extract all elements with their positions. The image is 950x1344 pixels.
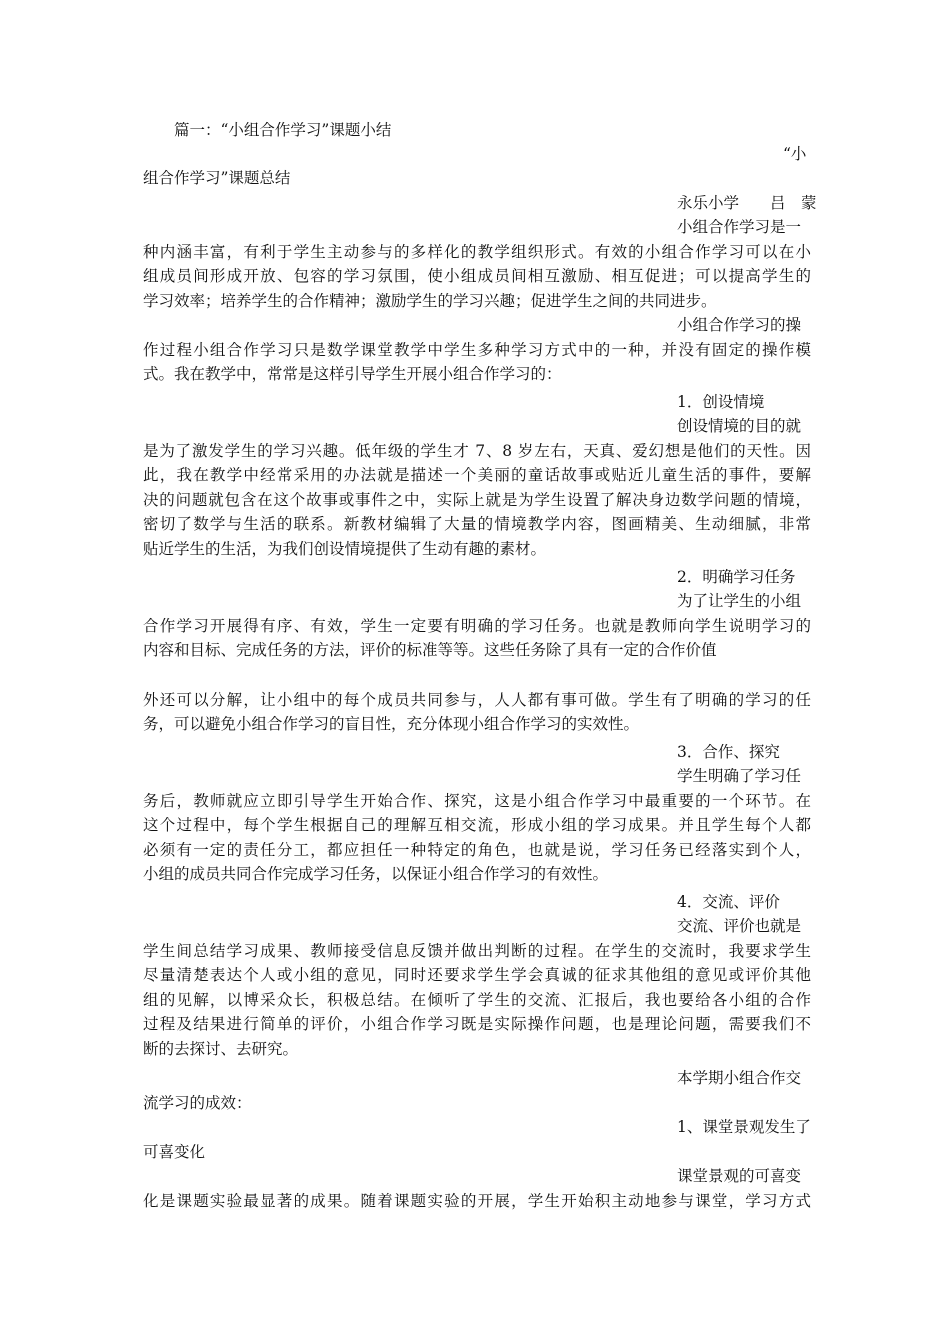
- section-3-line: 必须有一定的责任分工，都应担任一种特定的角色，也就是说，学习任务已经落实到个人，: [143, 841, 811, 859]
- section-1-heading: 1．创设情境: [677, 393, 765, 411]
- byline: 永乐小学 吕 蒙: [677, 194, 817, 212]
- heading-line-1: “小: [783, 145, 807, 163]
- effects-heading-line-2: 流学习的成效：: [143, 1094, 252, 1112]
- section-1-line: 密切了数学与生活的联系。新教材编辑了大量的情境教学内容，图画精美、生动细腻，非常: [143, 515, 811, 533]
- section-3-line: 这个过程中，每个学生根据自己的理解互相交流，形成小组的学习成果。并且学生每个人都: [143, 816, 811, 834]
- process-line: 式。我在教学中，常常是这样引导学生开展小组合作学习的：: [143, 365, 562, 383]
- section-4-line: 过程及结果进行简单的评价，小组合作学习既是实际操作问题，也是理论问题，需要我们不: [143, 1015, 811, 1033]
- intro-line: 学习效率；培养学生的合作精神；激励学生的学习兴趣；促进学生之间的共同进步。: [143, 292, 717, 310]
- effect-1-line: 化是课题实验最显著的成果。随着课题实验的开展，学生开始积主动地参与课堂，学习方式: [143, 1192, 811, 1210]
- section-2-line: 内容和目标、完成任务的方法，评价的标准等等。这些任务除了具有一定的合作价值: [143, 641, 717, 659]
- effects-heading-line-1: 本学期小组合作交: [677, 1069, 802, 1087]
- heading-line-2: 组合作学习”课题总结: [143, 169, 291, 187]
- section-2-heading: 2．明确学习任务: [677, 568, 796, 586]
- section-2-line: 合作学习开展得有序、有效，学生一定要有明确的学习任务。也就是教师向学生说明学习的: [143, 617, 811, 635]
- section-3-line: 小组的成员共同合作完成学习任务，以保证小组合作学习的有效性。: [143, 865, 609, 883]
- section-4-heading: 4．交流、评价: [677, 893, 780, 911]
- section-1-line: 决的问题就包含在这个故事或事件之中，实际上就是为学生设置了解决身边数学问题的情境，: [143, 491, 811, 509]
- section-4-line: 学生间总结学习成果、教师接受信息反馈并做出判断的过程。在学生的交流时，我要求学生: [143, 942, 811, 960]
- section-3-line: 学生明确了学习任: [677, 767, 802, 785]
- effect-1-heading-line-2: 可喜变化: [143, 1143, 206, 1161]
- process-line: 作过程小组合作学习只是数学课堂教学中学生多种学习方式中的一种，并没有固定的操作模: [143, 341, 811, 359]
- section-1-line: 是为了激发学生的学习兴趣。低年级的学生才 7、8 岁左右，天真、爱幻想是他们的天性。因: [143, 442, 811, 460]
- section-2-line: 为了让学生的小组: [677, 592, 802, 610]
- section-2-line: 务，可以避免小组合作学习的盲目性，充分体现小组合作学习的实效性。: [143, 715, 640, 733]
- section-2-line: 外还可以分解，让小组中的每个成员共同参与，人人都有事可做。学生有了明确的学习的任: [143, 691, 811, 709]
- section-4-line: 尽量清楚表达个人或小组的意见，同时还要求学生学会真诚的征求其他组的意见或评价其他: [143, 966, 811, 984]
- section-1-line: 贴近学生的生活，为我们创设情境提供了生动有趣的素材。: [143, 540, 547, 558]
- section-3-heading: 3．合作、探究: [677, 743, 780, 761]
- intro-line: 小组合作学习是一: [677, 218, 802, 236]
- document-title: 篇一：“小组合作学习”课题小结: [174, 121, 392, 139]
- section-3-line: 务后，教师就应立即引导学生开始合作、探究，这是小组合作学习中最重要的一个环节。在: [143, 792, 811, 810]
- effect-1-heading-line-1: 1、课堂景观发生了: [677, 1118, 811, 1136]
- process-line: 小组合作学习的操: [677, 316, 802, 334]
- section-1-line: 此，我在教学中经常采用的办法就是描述一个美丽的童话故事或贴近儿童生活的事件，要解: [143, 466, 811, 484]
- section-4-line: 断的去探讨、去研究。: [143, 1040, 299, 1058]
- section-1-line: 创设情境的目的就: [677, 417, 802, 435]
- intro-line: 组成员间形成开放、包容的学习氛围，使小组成员间相互激励、相互促进；可以提高学生的: [143, 267, 811, 285]
- effect-1-line: 课堂景观的可喜变: [677, 1167, 802, 1185]
- section-4-line: 交流、评价也就是: [677, 917, 802, 935]
- section-4-line: 组的见解，以博采众长，积极总结。在倾听了学生的交流、汇报后，我也要给各小组的合作: [143, 991, 811, 1009]
- intro-line: 种内涵丰富，有利于学生主动参与的多样化的教学组织形式。有效的小组合作学习可以在小: [143, 243, 811, 261]
